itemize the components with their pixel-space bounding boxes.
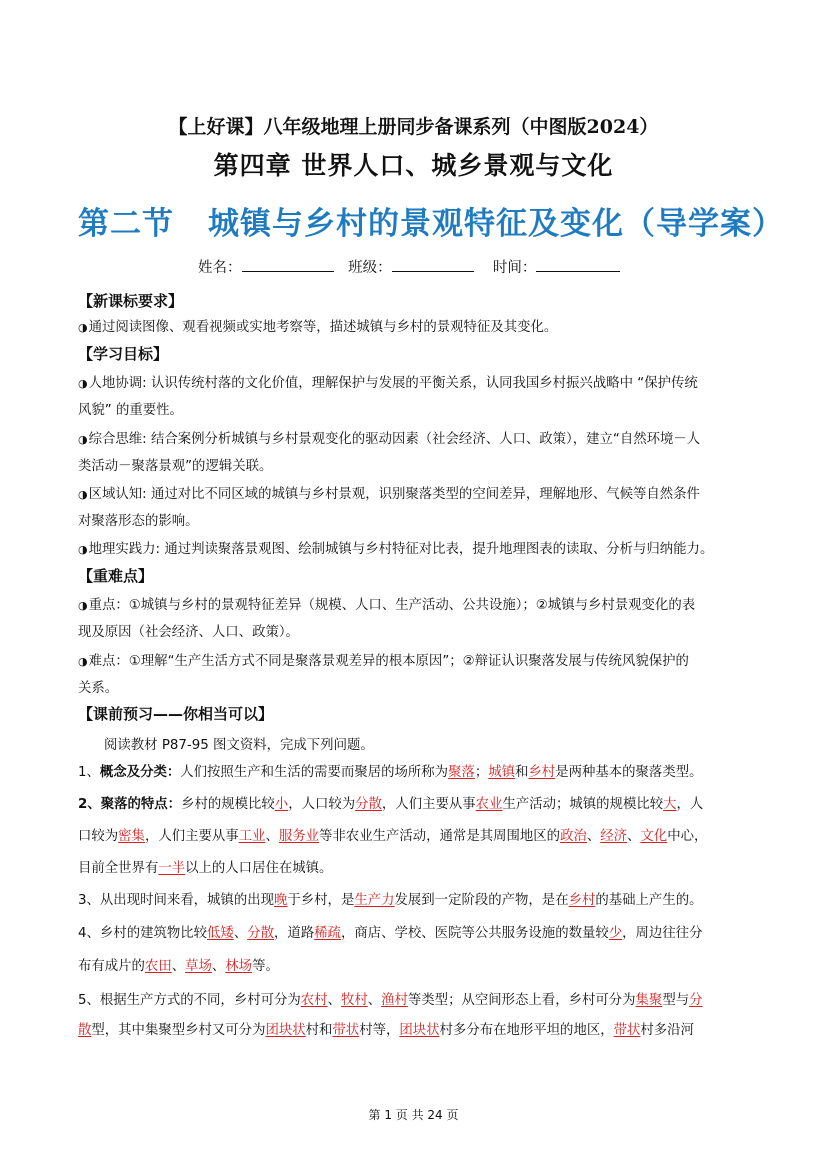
goal-4: ◑地理实践力: 通过判读聚落景观图、绘制城镇与乡村特征对比表，提升地理图表的读取、分析与归纳能力。 [78,542,714,557]
answer-blank: 乡村 [528,765,556,780]
key-point: ◑重点：①城镇与乡村的景观特征差异（规模、人口、生产活动、公共设施）；②城镇与乡村景观变化的表 [78,598,696,613]
section-title [78,198,784,243]
answer-blank: 团块状 [399,1023,440,1038]
question-2-cont: 口较为密集，人们主要从事工业、服务业等非农业生产活动，通常是其周围地区的政治、经济、文化中心， [78,829,708,844]
answer-blank: 低矮 [207,926,234,941]
question-2-cont2: 目前全世界有一半以上的人口居住在城镇。 [78,861,333,876]
class-label: 班级： [348,260,392,276]
goals-heading: 【学习目标】 [78,345,169,363]
answer-blank: 城镇 [488,765,516,780]
answer-blank: 渔村 [381,993,408,1008]
question-1: 1、概念及分类：人们按照生产和生活的需要而聚居的场所称为聚落；城镇和乡村是两种基本的聚落类型。 [78,765,703,780]
answer-blank: 草场 [185,959,212,974]
series-title: 【上好课】八年级地理上册同步备课系列（中图版2024） [168,116,659,138]
goal-2: ◑综合思维: 结合案例分析城镇与乡村景观变化的驱动因素（社会经济、人口、政策），建立“自然环境－人 [78,432,701,447]
question-5-cont: 散型，其中集聚型乡村又可分为团块状村和带状村等，团块状村多分布在地形平坦的地区，带状村多沿河 [78,1023,694,1038]
half-circle-bullet-icon: ◑ [78,599,88,612]
answer-blank: 牧村 [340,993,368,1008]
answer-blank: 文化 [640,829,668,844]
goal-3: ◑区域认知: 通过对比不同区域的城镇与乡村景观，识别聚落类型的空间差异，理解地形、气候等自然条件 [78,487,700,502]
answer-blank: 散 [78,1023,92,1038]
question-2: 2、聚落的特点：乡村的规模比较小，人口较为分散，人们主要从事农业生产活动；城镇的规模比较大，人 [78,797,704,812]
question-4: 4、乡村的建筑物比较低矮、分散，道路稀疏，商店、学校、医院等公共服务设施的数量较少，周边往往分 [78,926,703,941]
preview-heading: 【课前预习——你相当可以】 [78,705,274,723]
answer-blank: 带状 [613,1023,641,1038]
answer-blank: 稀疏 [314,926,341,941]
section-number: 第二节 [78,206,174,242]
answer-blank: 经济 [600,829,628,844]
answer-blank: 生产力 [354,893,395,908]
time-field[interactable] [536,257,620,272]
goal-3-cont: 对聚落形态的影响。 [78,514,199,529]
page-footer: 第 1 页 共 24 页 [368,1108,459,1122]
answer-blank: 密集 [118,829,145,844]
key-points-heading: 【重难点】 [78,567,154,585]
curriculum-heading: 【新课标要求】 [78,292,184,310]
answer-blank: 工业 [238,829,266,844]
time-label: 时间： [492,260,537,276]
key-point-cont: 现及原因（社会经济、人口、政策）。 [78,625,299,640]
answer-blank: 农田 [144,959,172,974]
goal-1-cont: 风貌” 的重要性。 [78,403,183,418]
answer-blank: 分散 [355,797,382,812]
half-circle-bullet-icon: ◑ [78,377,88,390]
class-field[interactable] [392,257,474,272]
answer-blank: 一半 [158,861,186,876]
name-label: 姓名： [198,260,242,276]
half-circle-bullet-icon: ◑ [78,655,88,668]
difficulty-point-cont: 关系。 [78,681,119,696]
difficulty-point: ◑难点：①理解“生产生活方式不同是聚落景观差异的根本原因”；②辩证认识聚落发展与传统风貌保护的 [78,654,689,669]
answer-blank: 分散 [247,926,274,941]
answer-blank: 政治 [560,829,587,844]
answer-blank: 乡村 [568,893,596,908]
answer-blank: 晚 [274,893,288,908]
question-5: 5、根据生产方式的不同，乡村可分为农村、牧村、渔村等类型；从空间形态上看，乡村可分为集聚型与分 [78,993,703,1008]
half-circle-bullet-icon: ◑ [78,543,88,556]
half-circle-bullet-icon: ◑ [78,433,88,446]
answer-blank: 带状 [332,1023,360,1038]
answer-blank: 林场 [225,959,253,974]
answer-blank: 少 [608,926,623,941]
half-circle-bullet-icon: ◑ [78,488,88,501]
curriculum-line: ◑通过阅读图像、观看视频或实地考察等，描述城镇与乡村的景观特征及其变化。 [78,320,558,335]
name-field[interactable] [242,257,334,272]
answer-blank: 农业 [475,797,503,812]
answer-blank: 集聚 [635,993,663,1008]
half-circle-bullet-icon: ◑ [78,321,88,334]
chapter-title: 第四章 世界人口、城乡景观与文化 [213,151,614,180]
answer-blank: 服务业 [278,829,320,844]
answer-blank: 团块状 [265,1023,306,1038]
answer-blank: 聚落 [448,765,475,780]
student-info [198,256,620,277]
question-3: 3、从出现时间来看，城镇的出现晚于乡村，是生产力发展到一定阶段的产物，是在乡村的基础上产生的。 [78,893,703,908]
answer-blank: 小 [274,797,289,812]
goal-2-cont: 类活动－聚落景观”的逻辑关联。 [78,459,273,474]
question-4-cont: 布有成片的农田、草场、林场等。 [78,959,279,974]
preview-intro: 阅读教材 P87-95 图文资料，完成下列问题。 [104,738,374,753]
goal-1: ◑人地协调: 认识传统村落的文化价值，理解保护与发展的平衡关系，认同我国乡村振兴战略中 “保护传统 [78,376,698,391]
answer-blank: 分 [689,993,703,1008]
answer-blank: 大 [663,797,677,812]
section-name: 城镇与乡村的景观特征及变化（导学案） [208,206,784,242]
answer-blank: 农村 [300,993,328,1008]
